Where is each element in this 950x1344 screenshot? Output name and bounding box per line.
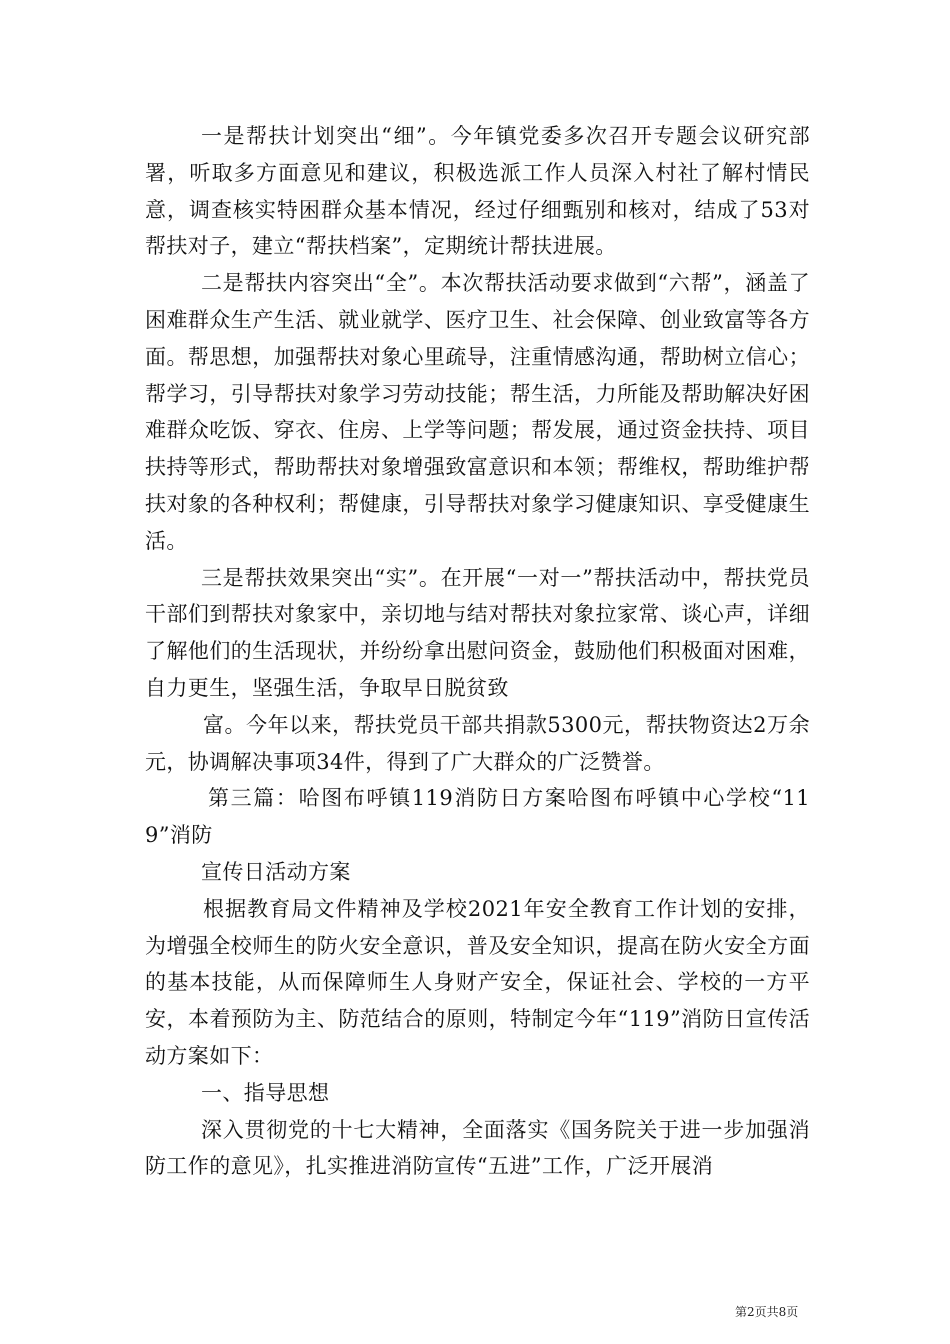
paragraph-plan-intro: 根据教育局文件精神及学校2021年安全教育工作计划的安排，为增强全校师生的防火安全意识，普及安全知识，提高在防火安全方面的基本技能，从而保障师生人身财产安全，保证社会、学校的一方平安，本着预防为主、防范结合的原则，特制定今年“119”消防日宣传活动方案如下： <box>145 896 810 1068</box>
heading-guiding-ideology: 一、指导思想 <box>201 1080 330 1105</box>
paragraph-guiding-ideology: 深入贯彻党的十七大精神，全面落实《国务院关于进一步加强消防工作的意见》，扎实推进消防宣传“五进”工作，广泛开展消 <box>145 1117 810 1179</box>
paragraph-content-comprehensive: 二是帮扶内容突出“全”。本次帮扶活动要求做到“六帮”，涵盖了困难群众生产生活、就业就学、医疗卫生、社会保障、创业致富等各方面。帮思想，加强帮扶对象心里疏导，注重情感沟通，帮助树立信心；帮学习，引导帮扶对象学习劳动技能；帮生活，力所能及帮助解决好困难群众吃饭、穿衣、住房、上学等问题；帮发展，通过资金扶持、项目扶持等形式，帮助帮扶对象增强致富意识和本领；帮维权，帮助维护帮扶对象的各种权利；帮健康，引导帮扶对象学习健康知识、享受健康生活。 <box>145 271 810 553</box>
page-number: 第2页共8页 <box>735 1305 799 1319</box>
section-heading-part-three: 第三篇：哈图布呼镇119消防日方案哈图布呼镇中心学校“119”消防 <box>145 786 810 848</box>
paragraph-effect-practical: 三是帮扶效果突出“实”。在开展“一对一”帮扶活动中，帮扶党员干部们到帮扶对象家中，亲切地与结对帮扶对象拉家常、谈心声，详细了解他们的生活现状，并纷纷拿出慰问资金，鼓励他们积极面对困难，自力更生，坚强生活，争取早日脱贫致 <box>145 565 810 700</box>
paragraph-plan-detail: 一是帮扶计划突出“细”。今年镇党委多次召开专题会议研究部署，听取多方面意见和建议，积极选派工作人员深入村社了解村情民意，调查核实特困群众基本情况，经过仔细甄别和核对，结成了53对帮扶对子，建立“帮扶档案”，定期统计帮扶进展。 <box>145 124 810 259</box>
document-body <box>145 118 810 1185</box>
section-subheading-activity-plan: 宣传日活动方案 <box>201 859 351 884</box>
paragraph-donation-summary: 富。今年以来，帮扶党员干部共捐款5300元，帮扶物资达2万余元，协调解决事项34件，得到了广大群众的广泛赞誉。 <box>145 712 810 774</box>
